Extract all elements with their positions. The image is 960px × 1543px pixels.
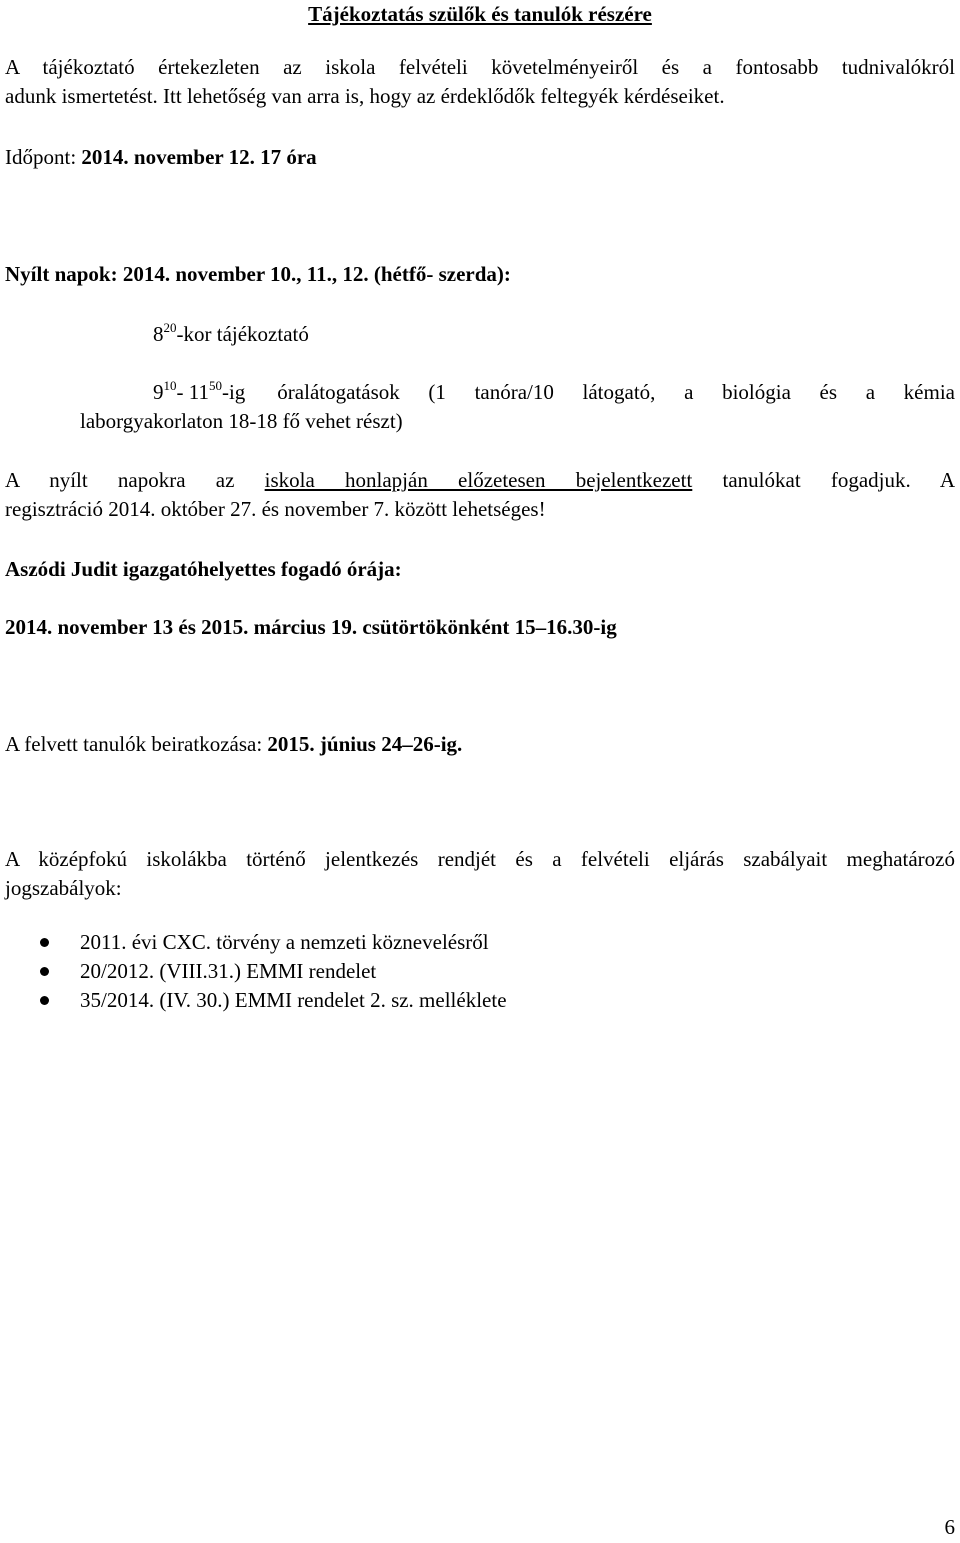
office-hours-heading: Aszódi Judit igazgatóhelyettes fogadó órája:	[5, 557, 402, 581]
visits-line-1	[153, 378, 955, 407]
visits-text-1: óralátogatások (1 tanóra/10 látogató, a biológia és a kémia	[277, 380, 955, 404]
page-title: Tájékoztatás szülők és tanulók részére	[308, 2, 652, 26]
visits-time: $9^{10}-$ $11^{50}-ig$	[153, 378, 246, 404]
briefing-minute: 20	[163, 320, 177, 335]
visits-line-2: laborgyakorlaton 18-18 fő vehet részt)	[80, 409, 403, 433]
legal-line-1: A középfokú iskolákba történő jelentkezés rendjét és a felvételi eljárás szabályait meghatározó	[5, 847, 955, 871]
meeting-time-label: Időpont:	[5, 145, 82, 169]
bullet-icon	[40, 996, 49, 1005]
meeting-time-value: 2014. november 12. 17 óra	[81, 145, 317, 169]
registration-line-1: A nyílt napokra az iskola honlapján előzetesen bejelentkezett tanulókat fogadjuk. A	[5, 468, 955, 492]
briefing-hour: 8	[153, 322, 164, 346]
intro-line-1: A tájékoztató értekezleten az iskola felvételi követelményeiről és a fontosabb tudnivalókról	[5, 55, 955, 79]
bullet-icon	[40, 967, 49, 976]
registration-paragraph	[5, 466, 955, 524]
list-item: 2011. évi CXC. törvény a nemzeti köznevelésről	[0, 928, 960, 957]
meeting-time	[5, 143, 955, 172]
page-number: 6	[944, 1515, 955, 1539]
bullet-icon	[40, 938, 49, 947]
briefing-line	[153, 320, 953, 349]
briefing-text: -kor tájékoztató	[176, 322, 309, 346]
enrollment	[5, 730, 955, 759]
office-hours-dates: 2014. november 13 és 2015. március 19. csütörtökönként 15–16.30-ig	[5, 615, 617, 639]
list-item: 35/2014. (IV. 30.) EMMI rendelet 2. sz. melléklete	[0, 986, 960, 1015]
registration-line-2: regisztráció 2014. október 27. és november 7. között lehetséges!	[5, 497, 546, 521]
legal-line-2: jogszabályok:	[5, 876, 122, 900]
intro-paragraph	[5, 53, 955, 111]
intro-line-2: adunk ismertetést. Itt lehetőség van arra is, hogy az érdeklődők feltegyék kérdéseiket.	[5, 84, 725, 108]
open-days-heading: Nyílt napok: 2014. november 10., 11., 12. (hétfő- szerda):	[5, 262, 511, 286]
enrollment-label: A felvett tanulók beiratkozása:	[5, 732, 268, 756]
legal-paragraph	[5, 845, 955, 903]
list-item: 20/2012. (VIII.31.) EMMI rendelet	[0, 957, 960, 986]
enrollment-value: 2015. június 24–26-ig.	[267, 732, 463, 756]
registration-underlined: iskola honlapján előzetesen bejelentkezett	[264, 468, 693, 492]
legal-list	[0, 928, 960, 1015]
